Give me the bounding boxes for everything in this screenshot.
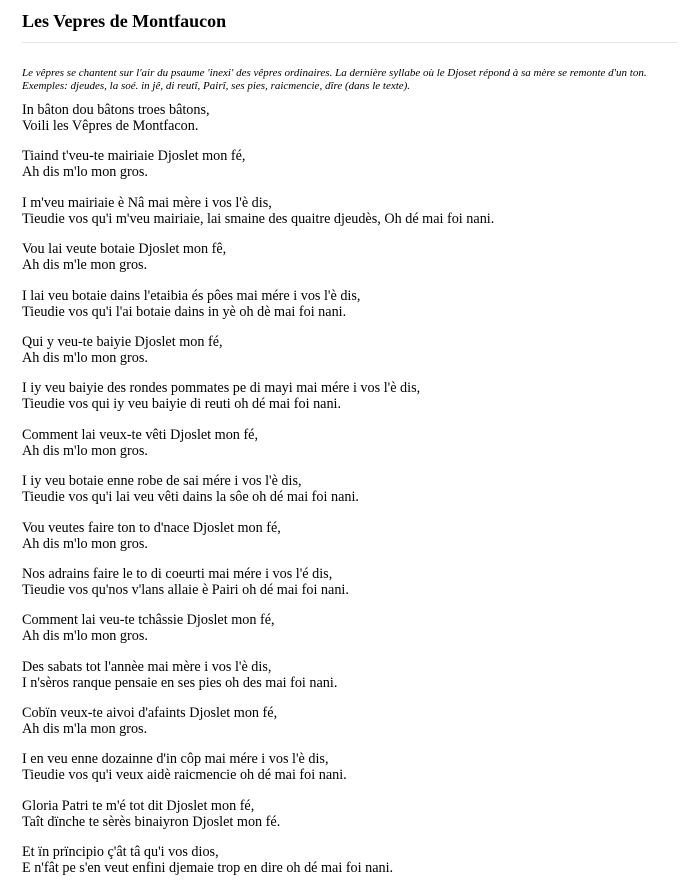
verse-line: Tieudie vos qu'i m'veu mairiaie, lai smaine des quaitre djeudès, Oh dé mai foi nani. [22, 210, 495, 227]
verse-line: Ah dis m'lo mon gros. [22, 164, 148, 181]
stanza [22, 473, 677, 505]
stanza [22, 844, 677, 876]
verse-line: Ah dis m'lo mon gros. [22, 628, 148, 645]
verse-line: Vou veutes faire ton to d'nace Djoslet mon fé, [22, 519, 281, 536]
verse-line: Tieudie vos qui iy veu baiyie di reuti oh dé mai foi nani. [22, 396, 342, 413]
verse-line: Nos adrains faire le to di coeurti mai mére i vos l'é dis, [22, 565, 333, 582]
verse-line: Tieudie vos qu'nos v'lans allaie è Pairi oh dé mai foi nani. [22, 581, 349, 598]
verse-line: Vou lai veute botaie Djoslet mon fê, [22, 241, 227, 258]
intro-note: Le vêpres se chantent sur l'air du psaume 'inexi' des vêpres ordinaires. La dernière syllabe où le Djoset répond à sa mère se remonte d'un ton. Exemples: djeudes, la soé. in jê, di reutî, Pairî, ses pies, raicmencie, dîre (dans le texte). [22, 67, 647, 92]
stanza [22, 195, 677, 227]
page-title: Les Vepres de Montfaucon [22, 10, 677, 43]
stanza [22, 751, 677, 783]
verse-line: Ah dis m'lo mon gros. [22, 442, 148, 459]
verse-line: Qui y veu-te baiyie Djoslet mon fé, [22, 333, 223, 350]
stanza [22, 288, 677, 320]
stanza [22, 705, 677, 737]
verse-line: I lai veu botaie dains l'etaibia és pôes mai mére i vos l'è dis, [22, 287, 361, 304]
stanza [22, 334, 677, 366]
stanza [22, 148, 677, 180]
verse-line: Ah dis m'lo mon gros. [22, 349, 148, 366]
verse-line: E n'fât pe s'en veut enfini djemaie trop en dire oh dé mai foi nani. [22, 860, 394, 877]
verse-line: I en veu enne dozainne d'in côp mai mére i vos l'è dis, [22, 751, 329, 768]
verse-line: Tiaind t'veu-te mairiaie Djoslet mon fé, [22, 148, 246, 165]
stanza [22, 241, 677, 273]
verse-line: Cobïn veux-te aivoi d'afaints Djoslet mon fé, [22, 705, 278, 722]
verse-line: Gloria Patri te m'é tot dit Djoslet mon fé, [22, 797, 255, 814]
verse-line: Ah dis m'la mon gros. [22, 721, 148, 738]
stanza [22, 380, 677, 412]
stanza [22, 566, 677, 598]
verse-line: Et ïn prïncipio ç'ât tâ qu'i vos dios, [22, 844, 219, 861]
verse-line: Tieudie vos qu'i l'ai botaie dains in yè oh dè mai foi nani. [22, 303, 347, 320]
stanza [22, 427, 677, 459]
verse-line: Des sabats tot l'annèe mai mère i vos l'è dis, [22, 658, 272, 675]
song-text [22, 102, 677, 876]
verse-line: I iy veu baiyie des rondes pommates pe di mayi mai mére i vos l'è dis, [22, 380, 421, 397]
verse-line: Comment lai veu-te tchâssie Djoslet mon fé, [22, 612, 275, 629]
verse-line: Taît dïnche te sèrès binaiyron Djoslet mon fé. [22, 813, 281, 830]
verse-line: I m'veu mairiaie è Nâ mai mère i vos l'è dis, [22, 194, 272, 211]
stanza [22, 612, 677, 644]
verse-line: Comment lai veux-te vêti Djoslet mon fé, [22, 426, 259, 443]
stanza [22, 798, 677, 830]
stanza [22, 520, 677, 552]
verse-line: Tieudie vos qu'i veux aidè raicmencie oh dé mai foi nani. [22, 767, 347, 784]
verse-line: Voili les Vêpres de Montfacon. [22, 118, 199, 134]
verse-line: Ah dis m'le mon gros. [22, 257, 148, 274]
verse-line: Ah dis m'lo mon gros. [22, 535, 148, 552]
verse-line: In bâton dou bâtons troes bâtons, [22, 102, 210, 118]
stanza [22, 102, 677, 134]
verse-line: Tieudie vos qu'i lai veu vêti dains la sôe oh dé mai foi nani. [22, 489, 359, 506]
verse-line: I iy veu botaie enne robe de sai mére i vos l'è dis, [22, 473, 302, 490]
verse-line: I n'sèros ranque pensaie en ses pies oh des mai foi nani. [22, 674, 338, 691]
stanza [22, 659, 677, 691]
